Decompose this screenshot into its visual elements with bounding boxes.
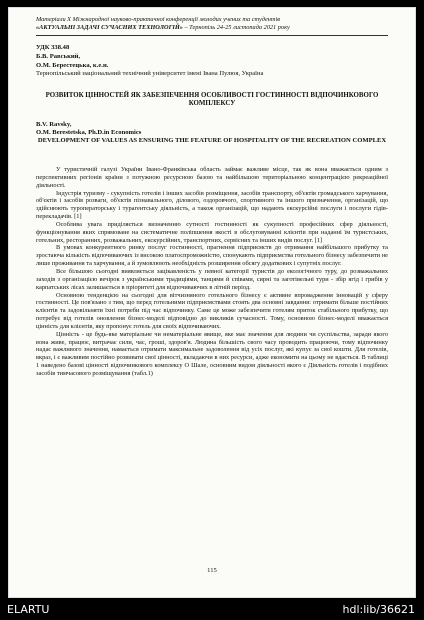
paragraph: Основною тенденцією на сьогодні для вітчизняного готельного бізнесу є активне впровадження інновацій у сферу гостинності. Це пов'язано з тим, що перед готельними підприємствами стоять два основні завдання: отримати більше постійних клієнтів та задовільняти їхні потреби під час відпочинку. Саме це може забезпечити готелям приток стабільного прибутку, що потребує від готелів оновлення бізнес-моделі відповідно до викликів сучасності. Тому, основною бізнес-моделі вважається цінність для клієнтів, яку пропонує готель для своїх відпочиваючих.: [36, 291, 388, 330]
authors-english: [36, 121, 141, 138]
conference-date: – Тернопіль 24-25 листопада 2021 року: [182, 23, 290, 31]
paragraph: У туристичній галузі України Івано-Франківська область займає важливе місце, так як вона вважається одним з перспективних регіонів країни з потужною ресурсною базою та найбільшою територіальною концентрацією рекреаційної діяльності.: [36, 166, 388, 189]
article-body: [36, 166, 388, 378]
paragraph: Особлива увага приділяється визначенню сутності гостинності як сукупності професійних сфер діяльності, функціонування яких спрямоване на систематичне поліпшення якості в обслуговуванні клієнтів при наданні їм туристських, готельних, ресторанних, розважальних, екскурсійних, транспортних, сервісних та інших видів послуг. [1]: [36, 220, 388, 244]
article-meta: [36, 44, 263, 79]
viewer-footer: [0, 598, 424, 620]
header-divider: [36, 35, 388, 36]
conference-title: «АКТУАЛЬНІ ЗАДАЧІ СУЧАСНИХ ТЕХНОЛОГІЙ»: [36, 23, 183, 31]
paragraph: Цінність - це будь-яке матеріальне чи нематеріальне явище, яке має значення для людини чи суспільства, заради якого вона живе, працює, витрачає сили, час, гроші, здоров'я. Людина більшість свого часу проводить працюючи, тому відпочинку надає важливого значення, намається отримати максимальне задоволення від усіх послуг, які купує за свої кошти. Для готелів, вкраз, і є важливим постійно розвивати свої цінності, вкладаючи в них ресурси, адже економити на цьому не вдається. В таблиці 1 наведено базові цінності відпочинкового комплексу О Шале, основним видом діяльності якого є Діяльність готелів і подібних засобів тимчасового розміщування (табл.1): [36, 330, 388, 377]
document-page: [8, 7, 416, 598]
page-number: 115: [207, 567, 217, 574]
conference-subtitle: [36, 24, 388, 32]
repository-label: ELARTU: [7, 603, 50, 616]
author-1-en: B.V. Ravsky,: [36, 121, 72, 128]
author-2-en: O.M. Berestetska, Ph.D.in Economics: [36, 129, 142, 137]
affiliation: Тернопільський національний технічний університет імені Івана Пулюя, Україна: [36, 70, 264, 78]
paragraph: Все більшою сьогодні виявляється зацікавленість у певної категорії туристів до екологічного туру, до розважальних заходів з організацією вечірок з українськими традиціями, танцями й співами, сирні та заготівельні тури - збір ягід і грибів у карпатських лісах залишається в пріоритеті для відпочиваючих в літній період.: [36, 267, 388, 291]
conference-header: [36, 16, 388, 31]
udc-code: УДК 338.48: [36, 44, 70, 51]
handle-label: hdl:lib/36621: [342, 603, 415, 616]
paragraph: В умовах конкурентного ринку послуг гостинності, прагнення підприємств до отримання найбільшого прибутку та зростаюча кількість відпочиваючих із високою платоспроможністю, спонукають підприємства готельного бізнесу забезпечити не лише проживання та харчування, а й зумовлюють необхідність розширення обсягу додаткових і супутніх послуг.: [36, 244, 388, 268]
title-english: DEVELOPMENT OF VALUES AS ENSURING THE FEATURE OF HOSPITALITY OF THE RECREATION COMPLEX: [37, 137, 387, 144]
title-ukrainian: РОЗВИТОК ЦІННОСТЕЙ ЯК ЗАБЕЗПЕЧЕННЯ ОСОБЛИВОСТІ ГОСТИННОСТІ ВІДПОЧИНКОВОГО КОМПЛЕКСУ: [45, 92, 379, 108]
author-1: Б.В. Равський,: [36, 52, 81, 60]
conference-name: Матеріали Х Міжнародної науково-практичної конференції молодих учених та студентів: [36, 16, 280, 23]
author-2: О.М. Берестецька, к.е.н.: [36, 61, 109, 69]
paragraph: Індустрія туризму - сукупність готелів і інших засобів розміщення, засобів транспорту, об'єктів громадського харчування, об'єктів і засобів розваги, об'єктів пізнавального, ділового, оздоровчого, спортивного та іншого призначення, організацій, що здійснюють туроператорську і турагентську діяльність, а також організацій, що надають екскурсійні послуги і послуги гідів-перекладачів. [1]: [36, 189, 388, 221]
